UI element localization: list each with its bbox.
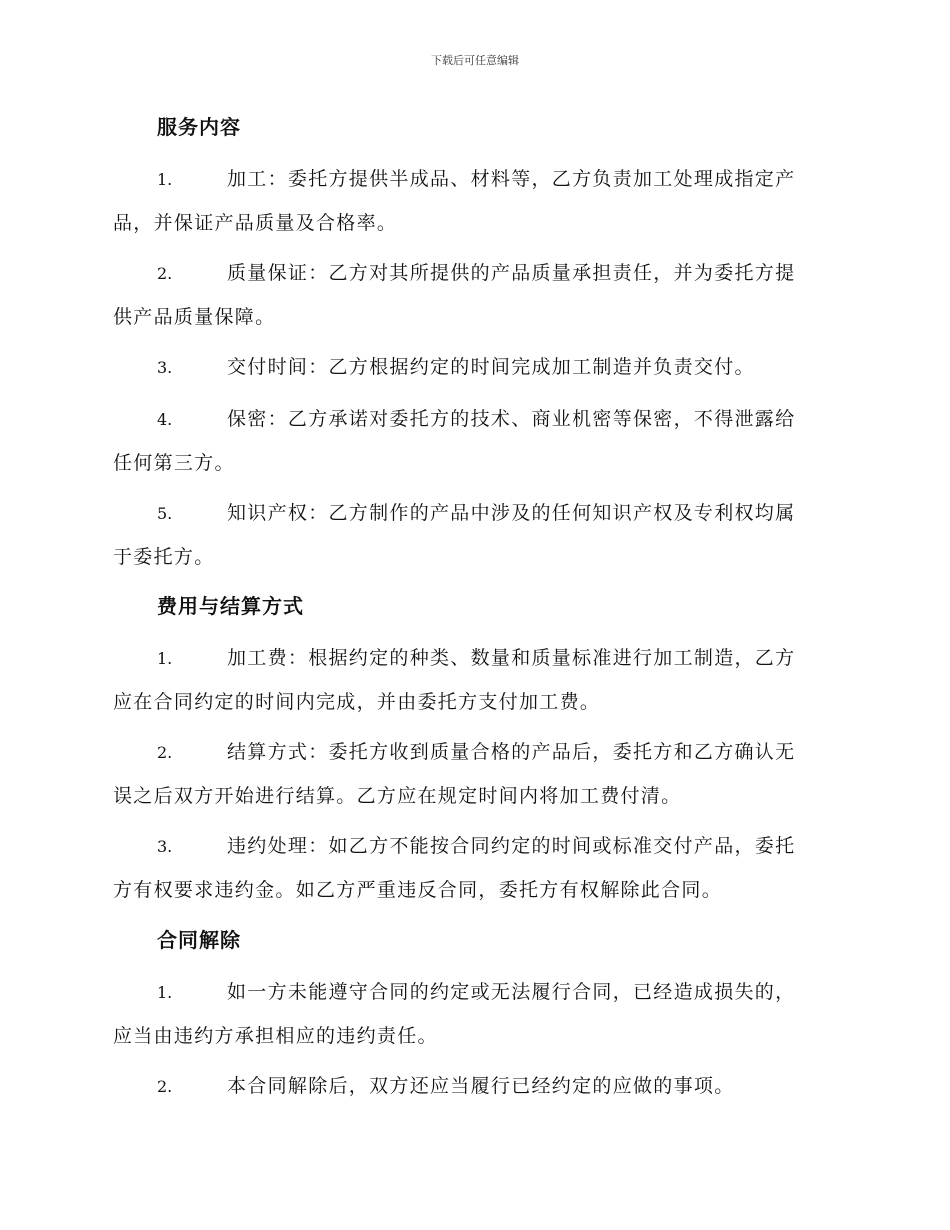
item-text-continuation: 误之后双方开始进行结算。乙方应在规定时间内将加工费付清。: [113, 785, 682, 807]
list-item: [113, 491, 833, 579]
item-text-continuation: 应在合同约定的时间内完成，并由委托方支付加工费。: [113, 691, 601, 713]
paragraph-line: [113, 157, 833, 201]
item-text-continuation: 品，并保证产品质量及合格率。: [113, 212, 398, 234]
list-item: [113, 345, 833, 389]
item-text-continuation: 任何第三方。: [113, 452, 235, 474]
item-number: 3.: [157, 837, 173, 856]
paragraph-line: [113, 824, 833, 868]
item-text-continuation: 于委托方。: [113, 546, 215, 568]
item-text: 本合同解除后，双方还应当履行已经约定的应做的事项。: [227, 1075, 735, 1097]
list-item: [113, 636, 833, 724]
paragraph-line: [113, 345, 833, 389]
paragraph-line: [113, 251, 833, 295]
item-text-continuation: 应当由违约方承担相应的违约责任。: [113, 1025, 438, 1047]
list-item: [113, 970, 833, 1058]
list-item: [113, 730, 833, 818]
item-text: 质量保证：乙方对其所提供的产品质量承担责任，并为委托方提: [227, 262, 796, 284]
item-text: 加工费：根据约定的种类、数量和质量标准进行加工制造，乙方: [227, 647, 796, 669]
item-number: 1.: [157, 170, 173, 189]
item-text-continuation: 方有权要求违约金。如乙方严重违反合同，委托方有权解除此合同。: [113, 879, 723, 901]
item-text: 知识产权：乙方制作的产品中涉及的任何知识产权及专利权均属: [227, 502, 796, 524]
list-item: [113, 824, 833, 912]
item-text: 交付时间：乙方根据约定的时间完成加工制造并负责交付。: [227, 356, 755, 378]
list-item: [113, 1064, 833, 1108]
item-number: 2.: [157, 1077, 173, 1096]
paragraph-line: [113, 491, 833, 535]
item-number: 2.: [157, 743, 173, 762]
item-text: 保密：乙方承诺对委托方的技术、商业机密等保密，不得泄露给: [227, 408, 796, 430]
item-text: 违约处理：如乙方不能按合同约定的时间或标准交付产品，委托: [227, 835, 796, 857]
item-text: 加工：委托方提供半成品、材料等，乙方负责加工处理成指定产: [227, 168, 796, 190]
item-number: 5.: [157, 504, 173, 523]
paragraph-line: [113, 397, 833, 441]
paragraph-line: [113, 730, 833, 774]
list-item: [113, 397, 833, 485]
paragraph-line: [113, 970, 833, 1014]
item-number: 4.: [157, 410, 173, 429]
item-text-continuation: 供产品质量保障。: [113, 306, 276, 328]
item-number: 2.: [157, 264, 173, 283]
section-heading-fees-settlement: 费用与结算方式: [157, 594, 304, 618]
paragraph-line: [113, 1064, 833, 1108]
item-number: 3.: [157, 358, 173, 377]
page-header: 下载后可任意编辑: [431, 54, 519, 67]
item-text: 如一方未能遵守合同的约定或无法履行合同，已经造成损失的，: [227, 981, 796, 1003]
item-number: 1.: [157, 649, 173, 668]
section-heading-contract-termination: 合同解除: [157, 928, 241, 952]
list-item: [113, 251, 833, 339]
item-number: 1.: [157, 983, 173, 1002]
paragraph-line: [113, 636, 833, 680]
item-text: 结算方式：委托方收到质量合格的产品后，委托方和乙方确认无: [227, 741, 796, 763]
section-heading-service-content: 服务内容: [157, 115, 241, 139]
list-item: [113, 157, 833, 245]
